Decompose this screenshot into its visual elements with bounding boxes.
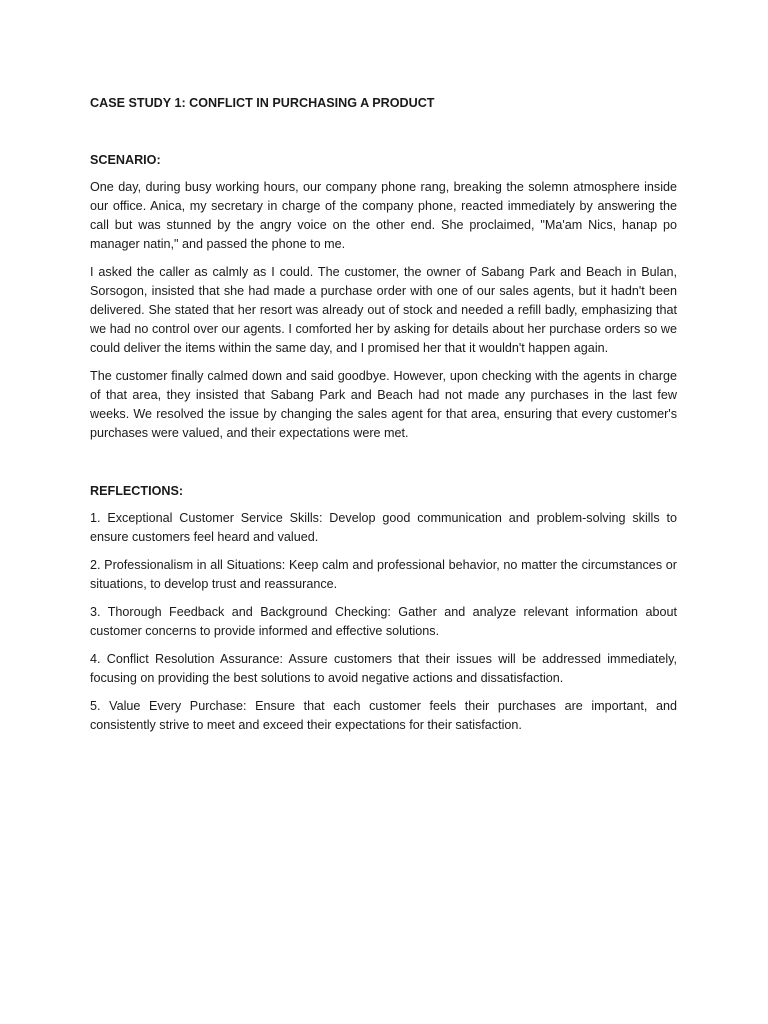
document-page <box>90 94 677 735</box>
scenario-paragraph-1: One day, during busy working hours, our company phone rang, breaking the solemn atmosphere inside our office. Anica, my secretary in charge of the company phone, reacted immediately by answering the call but was stunned by the angry voice on the other end. She proclaimed, "Ma'am Nics, hanap po manager natin," and passed the phone to me. <box>90 180 677 251</box>
scenario-heading: SCENARIO: <box>90 153 161 167</box>
reflection-item-2: 2. Professionalism in all Situations: Keep calm and professional behavior, no matter the circumstances or situations, to develop trust and reassurance. <box>90 558 677 591</box>
case-study-title: CASE STUDY 1: CONFLICT IN PURCHASING A PRODUCT <box>90 96 435 110</box>
reflections-heading: REFLECTIONS: <box>90 484 184 498</box>
reflection-item-5: 5. Value Every Purchase: Ensure that each customer feels their purchases are important, and consistently strive to meet and exceed their expectations for their satisfaction. <box>90 699 677 732</box>
reflection-item-3: 3. Thorough Feedback and Background Checking: Gather and analyze relevant information about customer concerns to provide informed and effective solutions. <box>90 605 677 638</box>
scenario-paragraph-2: I asked the caller as calmly as I could. The customer, the owner of Sabang Park and Beach in Bulan, Sorsogon, insisted that she had made a purchase order with one of our sales agents, but it hadn't been delivered. She stated that her resort was already out of stock and needed a refill badly, emphasizing that we had no control over our agents. I comforted her by asking for details about her purchase orders so we could deliver the items within the same day, and I promised her that it wouldn't happen again. <box>90 265 677 355</box>
scenario-paragraph-3: The customer finally calmed down and said goodbye. However, upon checking with the agents in charge of that area, they insisted that Sabang Park and Beach had not made any purchases in the last few weeks. We resolved the issue by changing the sales agent for that area, ensuring that every customer's purchases were valued, and their expectations were met. <box>90 369 677 440</box>
reflection-item-4: 4. Conflict Resolution Assurance: Assure customers that their issues will be addressed immediately, focusing on providing the best solutions to avoid negative actions and dissatisfaction. <box>90 652 677 685</box>
reflection-item-1: 1. Exceptional Customer Service Skills: Develop good communication and problem-solving skills to ensure customers feel heard and valued. <box>90 511 677 544</box>
